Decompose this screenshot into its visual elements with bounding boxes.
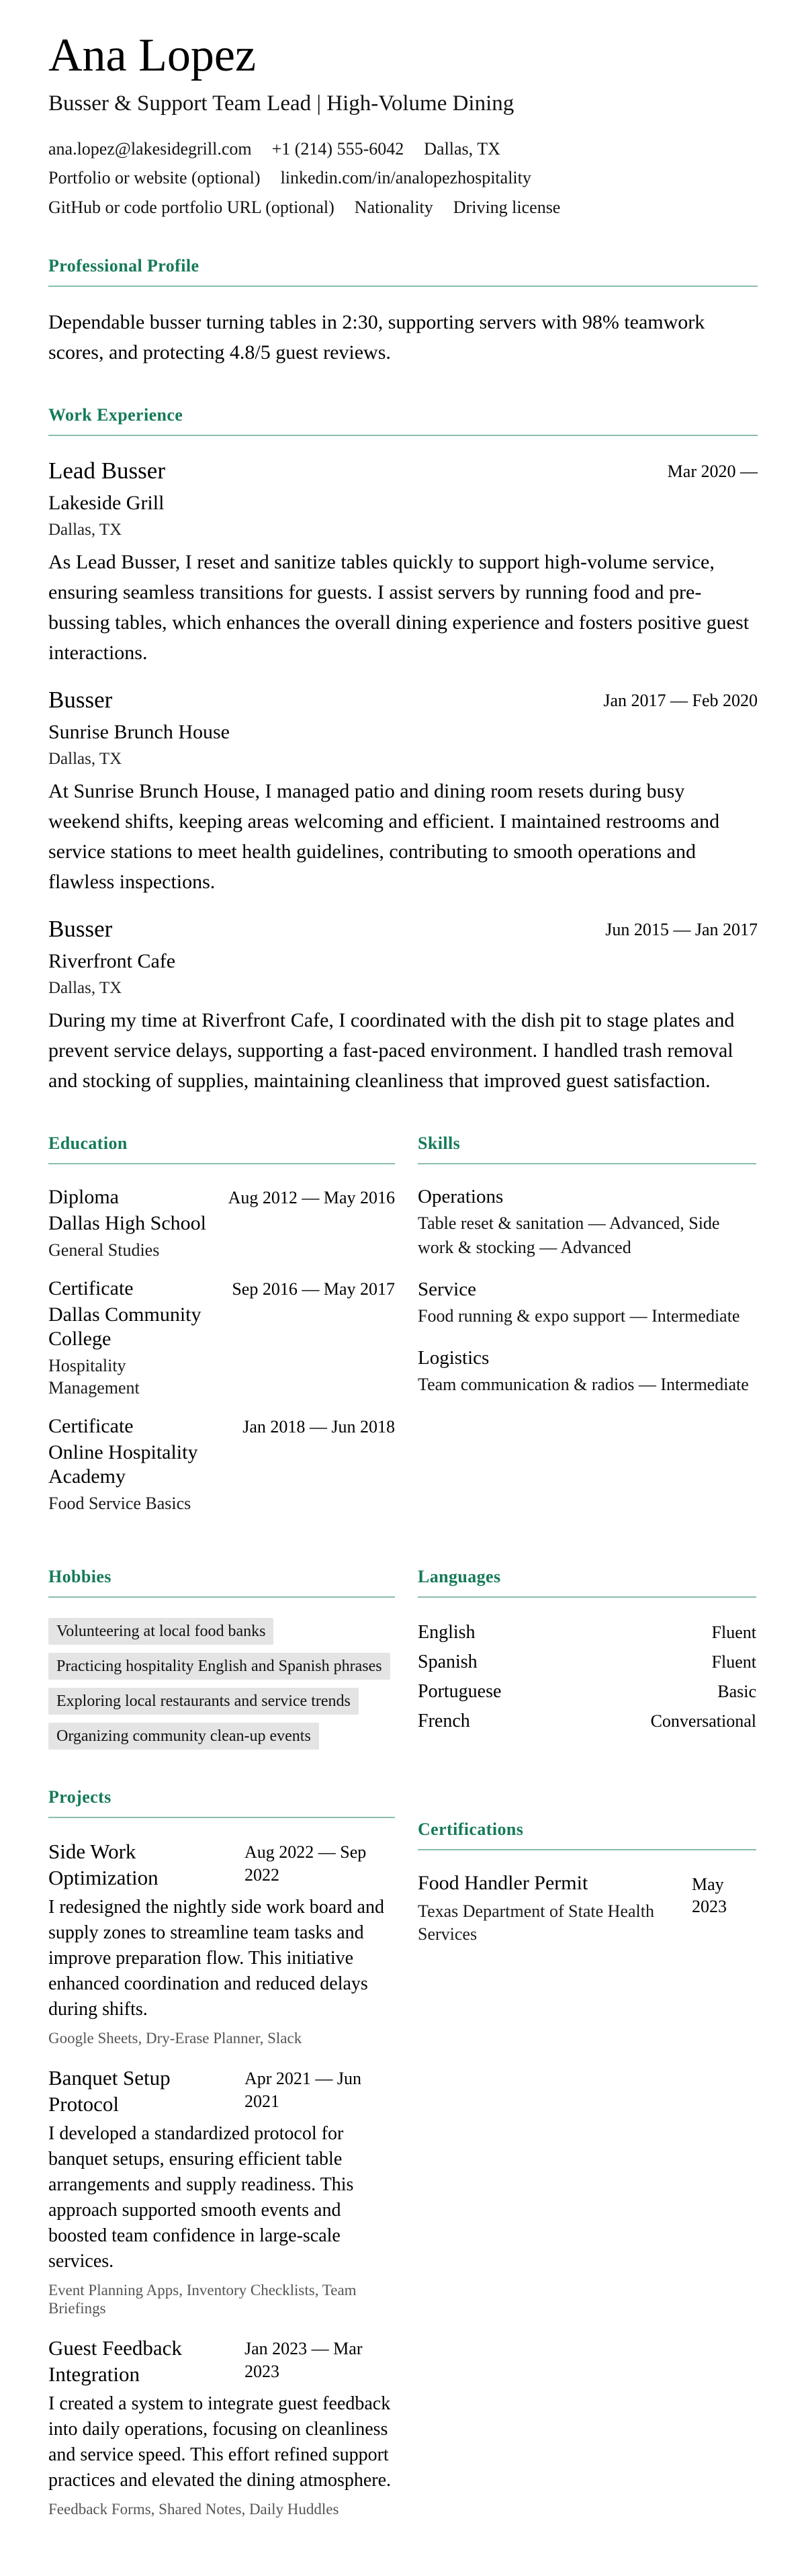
language-row <box>418 1677 756 1707</box>
education-heading: Education <box>48 1133 395 1164</box>
company-name: Riverfront Cafe <box>48 950 176 973</box>
language-level: Conversational <box>650 1711 756 1731</box>
contact-info <box>48 138 758 219</box>
project-description: I created a system to integrate guest feedback into daily operations, focusing on cleanliness and service speed. This effort refined support practices and elevated the dining atmosphere. <box>48 2393 392 2491</box>
hobbies-languages-row <box>48 1567 758 1750</box>
company-name: Lakeside Grill <box>48 492 165 515</box>
skill-category: Logistics <box>418 1347 490 1369</box>
skill-group <box>418 1346 756 1397</box>
portfolio-placeholder-text: Portfolio or website (optional) <box>48 168 261 188</box>
education-entry-left <box>48 1185 219 1261</box>
certification-entry-left <box>418 1871 686 1946</box>
github-placeholder-text: GitHub or code portfolio URL (optional) <box>48 197 334 217</box>
work-entry <box>48 685 758 897</box>
project-entry <box>48 1838 395 2047</box>
section-professional-profile <box>48 256 758 368</box>
field-of-study: Hospitality Management <box>48 1356 140 1398</box>
hobby-tag: Practicing hospitality English and Spanish phrases <box>48 1653 390 1680</box>
job-description: During my time at Riverfront Cafe, I coordinated with the dish pit to stage plates and prevent service delays, supporting a fast-paced environment. I handled trash removal and stocking of supplies, maintaining cleanliness that improved guest satisfaction. <box>48 1009 735 1092</box>
education-entry-left <box>48 1414 219 1514</box>
school: Dallas Community College <box>48 1303 202 1350</box>
degree: Certificate <box>48 1277 134 1300</box>
language-name: English <box>418 1622 476 1643</box>
project-dates: Jan 2023 — Mar 2023 <box>244 2339 363 2382</box>
contact-row-2 <box>48 167 758 189</box>
project-dates: Apr 2021 — Jun 2021 <box>244 2069 362 2112</box>
field-of-study: Food Service Basics <box>48 1494 191 1514</box>
certification-issuer: Texas Department of State Health Services <box>418 1901 654 1944</box>
project-tools: Feedback Forms, Shared Notes, Daily Huddles <box>48 2501 339 2518</box>
company-name: Sunrise Brunch House <box>48 721 230 744</box>
project-entry-header <box>48 2065 395 2117</box>
language-name: French <box>418 1711 470 1732</box>
work-entry-header <box>48 456 758 486</box>
hobby-list <box>48 1618 395 1750</box>
language-level: Fluent <box>711 1652 756 1672</box>
job-location: Dallas, TX <box>48 521 122 540</box>
section-work-experience <box>48 405 758 1096</box>
location-text: Dallas, TX <box>424 138 500 159</box>
degree: Diploma <box>48 1186 119 1209</box>
language-row <box>418 1707 756 1736</box>
candidate-headline: Busser & Support Team Lead | High-Volume Dining <box>48 91 514 116</box>
project-dates: Aug 2022 — Sep 2022 <box>244 1842 367 1885</box>
skill-detail: Team communication & radios — Intermediate <box>418 1375 749 1395</box>
education-entry-left <box>48 1276 219 1399</box>
work-entry <box>48 914 758 1096</box>
education-dates: Sep 2016 — May 2017 <box>232 1279 395 1299</box>
section-projects <box>48 1787 395 2536</box>
phone-text: +1 (214) 555-6042 <box>271 138 404 159</box>
hobby-tag: Volunteering at local food banks <box>48 1618 273 1645</box>
skill-group <box>418 1277 756 1328</box>
hobby-tag: Exploring local restaurants and service trends <box>48 1688 359 1715</box>
work-entry <box>48 456 758 668</box>
project-entry-header <box>48 1838 395 1891</box>
contact-row-3 <box>48 197 758 219</box>
candidate-name: Ana Lopez <box>48 30 257 81</box>
school: Dallas High School <box>48 1212 206 1235</box>
job-title: Busser <box>48 687 113 714</box>
project-entry-header <box>48 2335 395 2387</box>
email-text: ana.lopez@lakesidegrill.com <box>48 138 252 159</box>
professional-profile-heading: Professional Profile <box>48 256 758 287</box>
language-name: Portuguese <box>418 1681 502 1703</box>
nationality-placeholder-text: Nationality <box>354 197 433 217</box>
section-languages <box>418 1567 756 1750</box>
degree: Certificate <box>48 1415 134 1438</box>
project-description: I redesigned the nightly side work board and supply zones to streamline team tasks and improve preparation flow. This initiative enhanced coordination and reduced delays during shifts. <box>48 1897 384 2020</box>
hobbies-heading: Hobbies <box>48 1567 395 1598</box>
project-title: Guest Feedback Integration <box>48 2336 182 2387</box>
skill-category: Service <box>418 1279 476 1301</box>
language-level: Fluent <box>711 1623 756 1643</box>
project-description: I developed a standardized protocol for banquet setups, ensuring efficient table arrangements and supply readiness. This approach supported smooth events and boosted team confidence in large-scale services. <box>48 2123 354 2272</box>
certification-date: May 2023 <box>692 1875 727 1917</box>
project-tools: Google Sheets, Dry-Erase Planner, Slack <box>48 2030 302 2047</box>
driving-license-placeholder-text: Driving license <box>453 197 561 217</box>
project-title: Side Work Optimization <box>48 1840 159 1890</box>
projects-heading: Projects <box>48 1787 395 1818</box>
skills-heading: Skills <box>418 1133 756 1164</box>
certification-entry <box>418 1871 756 1946</box>
education-entry <box>48 1276 395 1399</box>
education-dates: Aug 2012 — May 2016 <box>228 1188 395 1208</box>
job-dates: Mar 2020 — <box>667 462 758 482</box>
job-description: As Lead Busser, I reset and sanitize tables quickly to support high-volume service, ensuring seamless transitions for guests. I assist servers by running food and pre-bussing tables, which enhances the overall dining experience and fosters positive guest interactions. <box>48 551 750 664</box>
project-tools: Event Planning Apps, Inventory Checklists, Team Briefings <box>48 2282 357 2317</box>
project-entry <box>48 2335 395 2518</box>
work-entry-header <box>48 914 758 944</box>
skill-detail: Table reset & sanitation — Advanced, Side work & stocking — Advanced <box>418 1213 720 1258</box>
certifications-heading: Certifications <box>418 1819 756 1850</box>
resume-header <box>48 30 758 218</box>
work-entry-header <box>48 685 758 715</box>
section-hobbies <box>48 1567 395 1750</box>
language-row <box>418 1618 756 1647</box>
education-skills-row <box>48 1133 758 1529</box>
school: Online Hospitality Academy <box>48 1441 198 1488</box>
language-level: Basic <box>717 1682 756 1702</box>
job-location: Dallas, TX <box>48 979 122 998</box>
education-entry <box>48 1414 395 1514</box>
section-education <box>48 1133 395 1529</box>
skill-group <box>418 1185 756 1260</box>
professional-profile-text: Dependable busser turning tables in 2:30, supporting servers with 98% teamwork scores, and protecting 4.8/5 guest reviews. <box>48 311 705 364</box>
language-row <box>418 1647 756 1677</box>
job-dates: Jun 2015 — Jan 2017 <box>605 920 758 940</box>
linkedin-text: linkedin.com/in/analopezhospitality <box>280 168 531 188</box>
field-of-study: General Studies <box>48 1240 160 1260</box>
education-dates: Jan 2018 — Jun 2018 <box>242 1417 395 1437</box>
hobby-tag: Organizing community clean-up events <box>48 1723 319 1750</box>
certification-title: Food Handler Permit <box>418 1872 588 1895</box>
job-location: Dallas, TX <box>48 750 122 769</box>
job-dates: Jan 2017 — Feb 2020 <box>603 691 758 711</box>
section-skills <box>418 1133 756 1529</box>
job-title: Busser <box>48 916 113 943</box>
section-certifications <box>418 1819 756 2536</box>
skill-category: Operations <box>418 1186 504 1208</box>
project-entry <box>48 2065 395 2317</box>
project-title: Banquet Setup Protocol <box>48 2066 171 2116</box>
job-description: At Sunrise Brunch House, I managed patio and dining room resets during busy weekend shifts, keeping areas welcoming and efficient. I maintained restrooms and service stations to meet health guidelines, contributing to smooth operations and flawless inspections. <box>48 780 720 894</box>
language-name: Spanish <box>418 1651 478 1673</box>
projects-certifications-row <box>48 1787 758 2536</box>
skill-detail: Food running & expo support — Intermediate <box>418 1306 740 1326</box>
education-entry <box>48 1185 395 1261</box>
contact-row-1 <box>48 138 758 161</box>
languages-heading: Languages <box>418 1567 756 1598</box>
job-title: Lead Busser <box>48 458 165 484</box>
work-experience-heading: Work Experience <box>48 405 758 436</box>
